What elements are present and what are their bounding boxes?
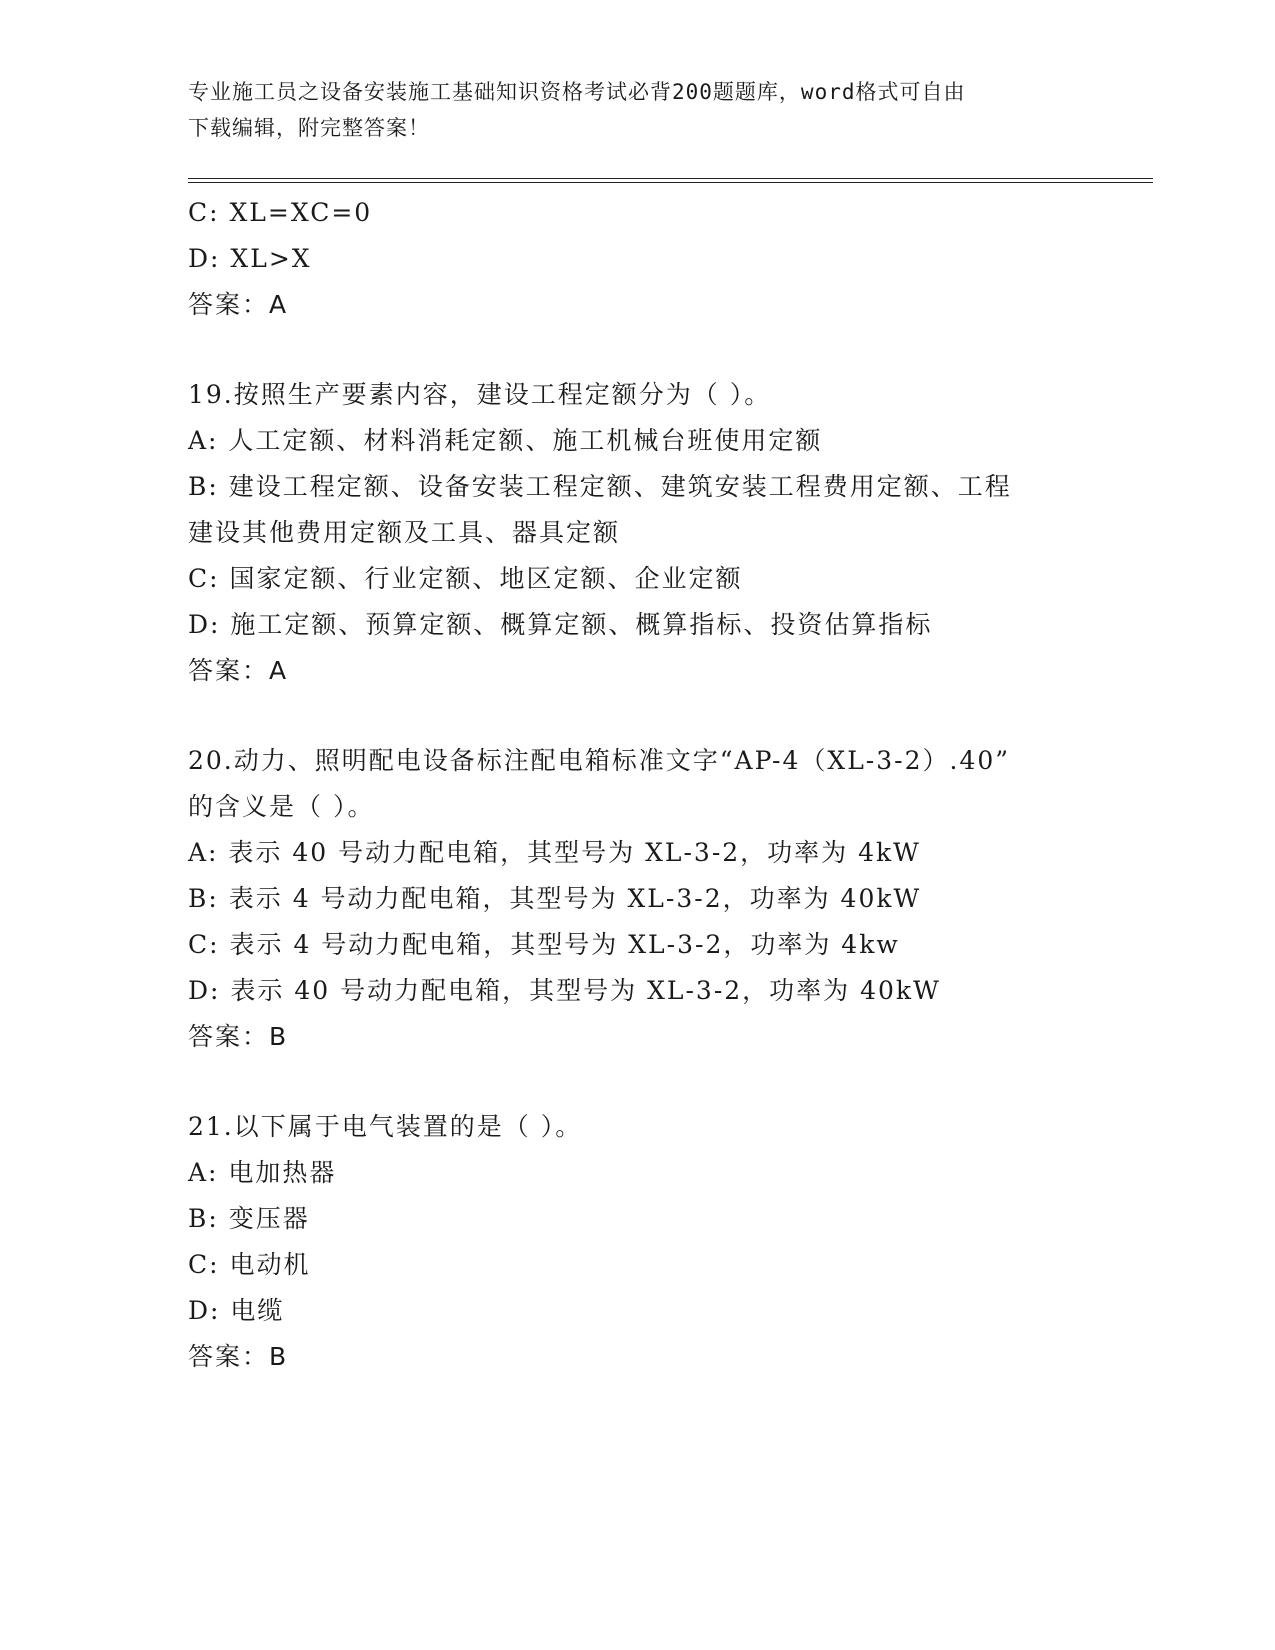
option-c: C: 国家定额、行业定额、地区定额、企业定额 (188, 564, 743, 593)
header-divider-double (188, 182, 1153, 183)
answer-line: 答案：A (188, 656, 289, 685)
option-b: B: 表示 4 号动力配电箱，其型号为 XL-3-2，功率为 40kW (188, 884, 922, 913)
answer-line: 答案：A (188, 290, 289, 319)
answer-line: 答案：B (188, 1022, 289, 1051)
previous-question-tail (188, 190, 1088, 328)
option-b: B: 建设工程定额、设备安装工程定额、建筑安装工程费用定额、工程 (188, 472, 1012, 501)
option-d: D: XL>X (188, 244, 312, 273)
question-stem: 21.以下属于电气装置的是（ ）。 (188, 1112, 583, 1141)
question-list (188, 190, 1088, 1380)
question-stem: 19.按照生产要素内容，建设工程定额分为（ ）。 (188, 380, 772, 409)
option-a: A: 电加热器 (188, 1158, 337, 1187)
answer-line: 答案：B (188, 1342, 289, 1371)
option-c: C: 表示 4 号动力配电箱，其型号为 XL-3-2，功率为 4kw (188, 930, 900, 959)
question-stem: 20.动力、照明配电设备标注配电箱标准文字“AP-4（XL-3-2）.40” (188, 746, 1011, 775)
question-stem-continued: 的含义是（ ）。 (188, 792, 375, 821)
option-d: D: 施工定额、预算定额、概算定额、概算指标、投资估算指标 (188, 610, 933, 639)
question-20 (188, 738, 1088, 1060)
option-c: C: XL=XC=0 (188, 198, 373, 227)
option-d: D: 表示 40 号动力配电箱，其型号为 XL-3-2，功率为 40kW (188, 976, 941, 1005)
option-b-continued: 建设其他费用定额及工具、器具定额 (188, 518, 621, 547)
header-divider (188, 178, 1153, 179)
option-a: A: 表示 40 号动力配电箱，其型号为 XL-3-2，功率为 4kW (188, 838, 921, 867)
header-line-2: 下载编辑，附完整答案！ (188, 116, 430, 140)
option-d: D: 电缆 (188, 1296, 285, 1325)
option-a: A: 人工定额、材料消耗定额、施工机械台班使用定额 (188, 426, 823, 455)
header-line-1: 专业施工员之设备安装施工基础知识资格考试必背200题题库，word格式可自由 (188, 80, 966, 104)
question-21 (188, 1104, 1088, 1380)
option-b: B: 变压器 (188, 1204, 310, 1233)
document-header (188, 74, 1088, 146)
option-c: C: 电动机 (188, 1250, 311, 1279)
question-19 (188, 372, 1088, 694)
